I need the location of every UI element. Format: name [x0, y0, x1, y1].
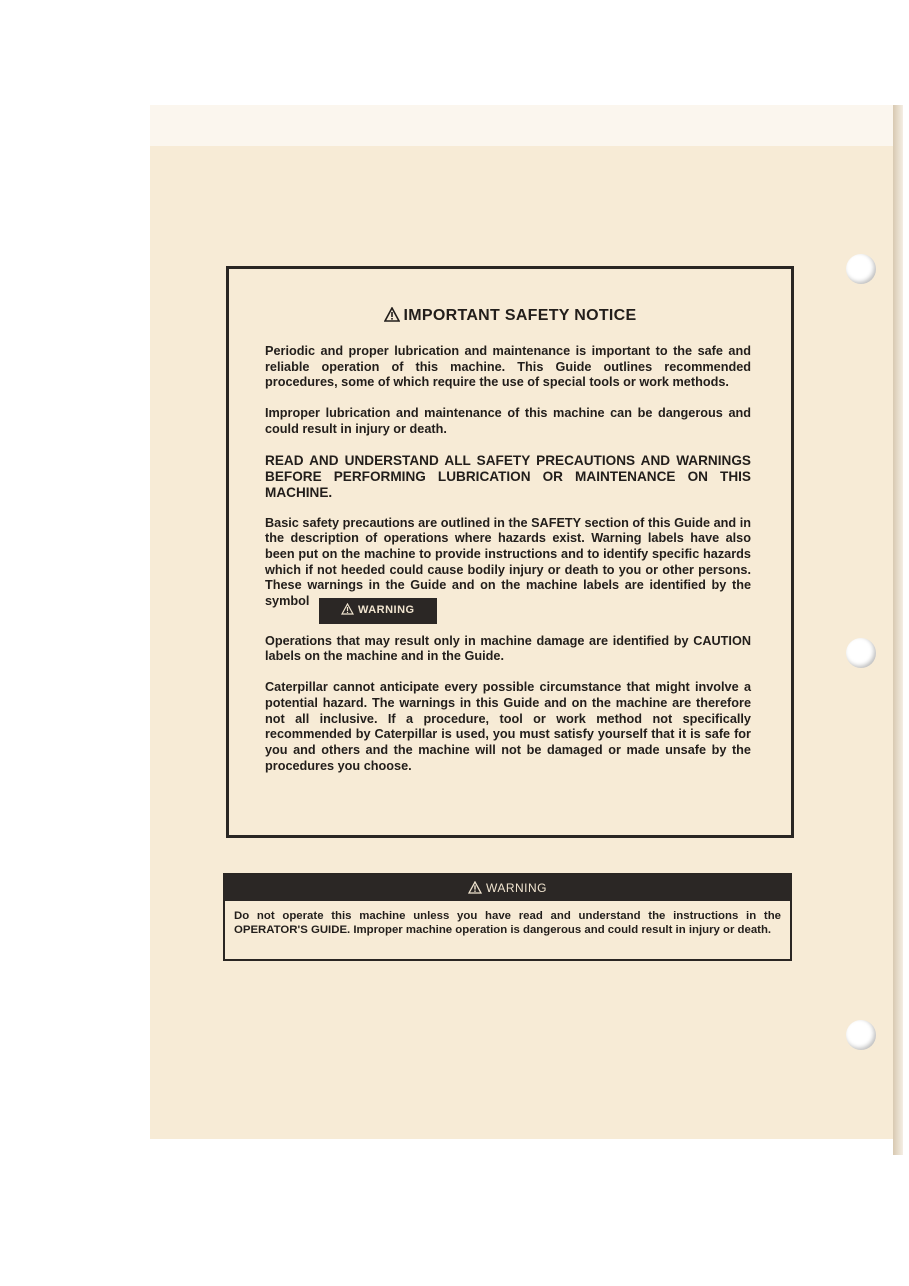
notice-paragraph-1: Periodic and proper lubrication and maintenance is important to the safe and reliable operation of this machine. This Guide outlines recommended procedures, some of which require the use of special tools or work methods.: [265, 344, 751, 390]
warning-triangle-icon: [341, 603, 354, 615]
notice-paragraph-2: Improper lubrication and maintenance of this machine can be dangerous and could result in injury or death.: [265, 406, 751, 436]
punch-hole-bottom: [846, 1020, 876, 1050]
notice-paragraph-3: READ AND UNDERSTAND ALL SAFETY PRECAUTIONS AND WARNINGS BEFORE PERFORMING LUBRICATION OR MAINTENANCE ON THIS MACHINE.: [265, 452, 751, 500]
warning-header-text: WARNING: [485, 881, 548, 895]
notice-paragraph-6: Caterpillar cannot anticipate every possible circumstance that might involve a potential hazard. The warnings in this Guide and on the machine are therefore not all inclusive. If a procedure, tool or work method not specifically recommended by Caterpillar is used, you must satisfy yourself that it is safe for you and others and the machine will not be damaged or made unsafe by the procedures you choose.: [265, 680, 751, 773]
page-top-edge: [150, 105, 895, 146]
warning-header: [225, 875, 790, 901]
warning-triangle-icon: [468, 881, 482, 894]
warning-text: Do not operate this machine unless you have read and understand the instructions in the OPERATOR'S GUIDE. Improper machine operation is dangerous and could result in injury or death.: [234, 910, 781, 937]
warning-triangle-icon: [384, 307, 400, 322]
notice-paragraph-4: [265, 516, 751, 624]
safety-notice-box: [226, 266, 794, 838]
operator-warning-box: [223, 873, 792, 961]
page-binding-shadow: [893, 105, 903, 1155]
inline-warning-text: WARNING: [357, 604, 415, 617]
notice-body: [265, 344, 751, 789]
notice-title: [229, 307, 791, 325]
notice-paragraph-4-text: Basic safety precautions are outlined in the SAFETY section of this Guide and in the description of operations where hazards exist. Warning labels have also been put on the machine to provide instructions and to identify specific hazards which if not heeded could cause bodily injury or death to you or other persons. These warnings in the Guide and on the machine labels are identified by the symbol: [265, 515, 751, 609]
inline-warning-label: [319, 598, 437, 624]
notice-title-text: IMPORTANT SAFETY NOTICE: [403, 307, 637, 324]
notice-paragraph-5: Operations that may result only in machine damage are identified by CAUTION labels on the machine and in the Guide.: [265, 633, 751, 664]
punch-hole-top: [846, 254, 876, 284]
punch-hole-middle: [846, 638, 876, 668]
